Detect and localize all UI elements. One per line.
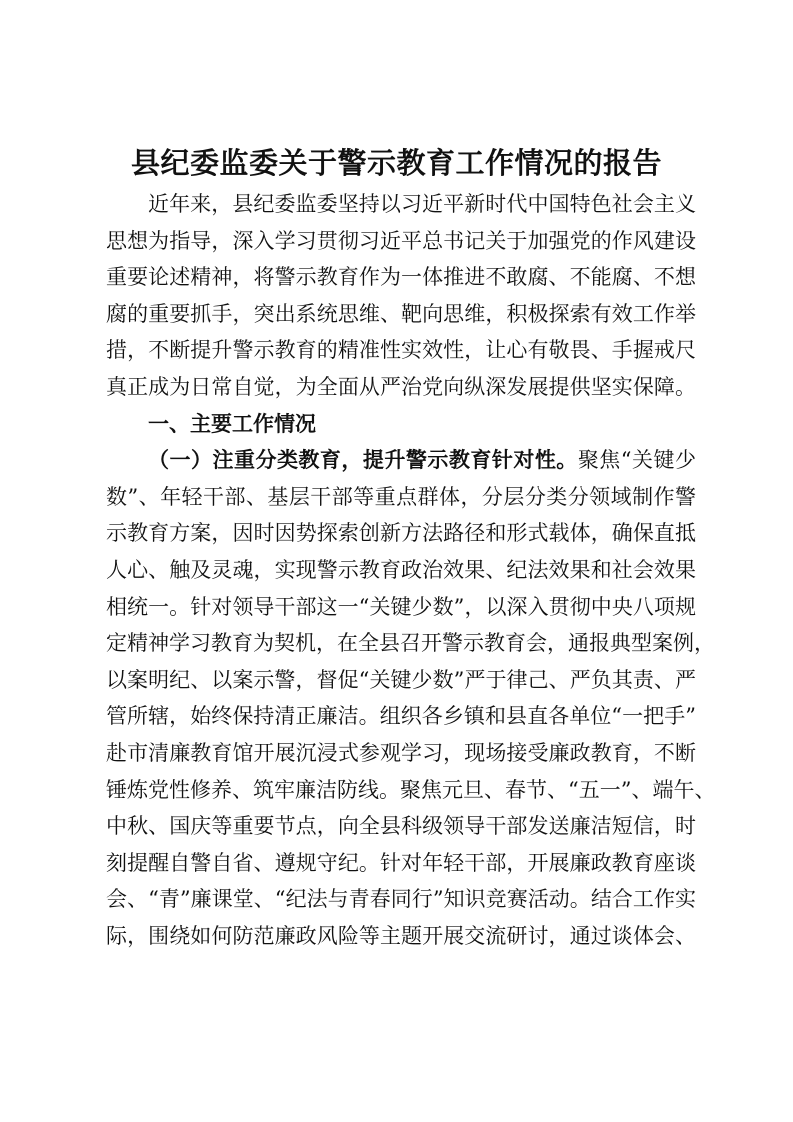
paragraph-line: 锤炼党性修养、筑牢廉洁防线。聚焦元旦、春节、“五一”、端午、 <box>106 777 716 802</box>
paragraph-line: 赴市清廉教育馆开展沉浸式参观学习，现场接受廉政教育，不断 <box>106 740 696 765</box>
paragraph-line: 管所辖，始终保持清正廉洁。组织各乡镇和县直各单位“一把手” <box>106 704 696 729</box>
paragraph-line: 相统一。针对领导干部这一“关键少数”，以深入贯彻中央八项规 <box>106 594 696 619</box>
paragraph-line: 定精神学习教育为契机，在全县召开警示教育会，通报典型案例， <box>106 631 715 656</box>
paragraph-line: 人心、触及灵魂，实现警示教育政治效果、纪法效果和社会效果 <box>106 557 696 582</box>
paragraph-line: 会、“青”廉课堂、“纪法与青春同行”知识竞赛活动。结合工作实 <box>106 887 696 912</box>
paragraph-line: 数”、年轻干部、基层干部等重点群体，分层分类分领域制作警 <box>106 484 696 509</box>
subsection-first-line <box>106 442 696 479</box>
paragraph-line: 刻提醒自警自省、遵规守纪。针对年轻干部，开展廉政教育座谈 <box>106 850 696 875</box>
paragraph-line: 示教育方案，因时因势探索创新方法路径和形式载体，确保直抵 <box>106 521 696 546</box>
paragraph-line: 以案明纪、以案示警，督促“关键少数”严于律己、严负其责、严 <box>106 667 696 692</box>
section-heading: 一、主要工作情况 <box>148 411 316 436</box>
intro-line: 真正成为日常自觉，为全面从严治党向纵深发展提供坚实保障。 <box>106 374 696 399</box>
subsection-first-line-text: 聚焦“关键少 <box>577 448 696 473</box>
subsection-heading: （一）注重分类教育，提升警示教育针对性。 <box>148 447 578 473</box>
paragraph-line: 际，围绕如何防范廉政风险等主题开展交流研讨，通过谈体会、 <box>106 923 696 948</box>
intro-line: 重要论述精神，将警示教育作为一体推进不敢腐、不能腐、不想 <box>106 265 696 290</box>
intro-line: 思想为指导，深入学习贯彻习近平总书记关于加强党的作风建设 <box>106 228 696 253</box>
document-body <box>106 186 716 954</box>
intro-line: 腐的重要抓手，突出系统思维、靶向思维，积极探索有效工作举 <box>106 301 696 326</box>
intro-line: 措，不断提升警示教育的精准性实效性，让心有敬畏、手握戒尺 <box>106 338 696 363</box>
document-title: 县纪委监委关于警示教育工作情况的报告 <box>130 146 662 180</box>
intro-line: 近年来，县纪委监委坚持以习近平新时代中国特色社会主义 <box>148 192 696 216</box>
paragraph-line: 中秋、国庆等重要节点，向全县科级领导干部发送廉洁短信，时 <box>106 814 696 839</box>
